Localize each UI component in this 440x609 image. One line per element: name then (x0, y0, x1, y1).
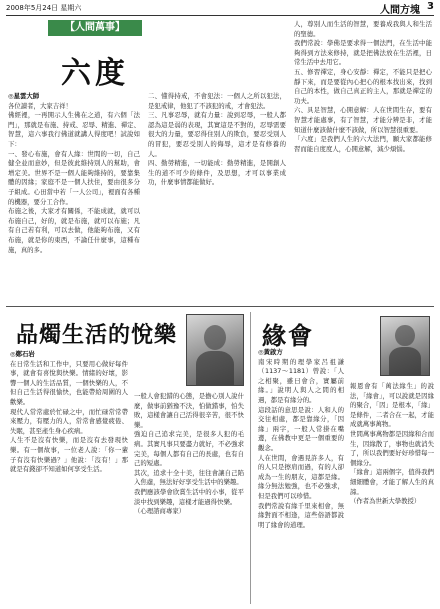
left-article-column-1 (10, 350, 128, 602)
page-number: 3 (427, 1, 434, 12)
article-title: 六度 (61, 56, 129, 91)
right-article-column-1 (258, 348, 344, 602)
author-photo-left (186, 314, 244, 386)
article-text-1: 各位讀者，大家吉祥！ 佛經裡，一再開示人生佛在之道，有六個「法門」，那就是布施、持戒、忍辱、精進、禪定、智慧，這六事我行佛道就講人得度吧！試說如下： 一、發心布施，會有人緣：世間的一切，自己健全並而意妙，但是彼此維持別人的幫助，會增定美。世界不是一個人能夠維持的，要靠集體的因緣；家庭不是一個人扶住，要由很多分子組成。心田當中若「一人公司」，裡面有各種的機器，要分工合作。 布施之後，大家才有關係，不能成就，就可以布施自己，好的，就是布施，就可以布施；凡有自己若有利，可以去做，他能夠布施，又有布施，就是你的東西，不論任什麼事，這種布施，真的多。 (8, 101, 140, 254)
right-byline: ◎黃啟方 (258, 348, 283, 356)
article-column-2: 二、懂得持戒，不會犯法：一個人之所以犯法，是犯戒律，他犯了不該犯的戒，才會犯法。 三、凡事忍辱，就有力量：說到忍辱，一般人都認為這是弱的表現，其實這是不對的，忍辱需要很大的力量，要忍得住別人的欺負，要忍受別人的冒犯，要忍受別人的侮辱，這才是有修養的人。 四、勤勞精進，一切能成：勤勞精進，是開創人生的道不可少的條件，及思想，才可以事業成功，什麼事情都能做好。 (148, 92, 286, 187)
top-article (6, 18, 434, 306)
article-byline: ◎星雲大師 (8, 92, 40, 100)
right-article-column-2: 報恩會有「萬法緣生」的說法，「緣會」，可以說就是因緣的聚合，「因」是根本，「緣」是條件，二者合在一起，才能成就萬事萬物。 世間萬事萬物都是因緣和合而生，因緣散了，事物也就消失了，所以我們要好好珍惜每一個緣分。 「緣會」這兩個字，值得我們細細體會，才能了解人生的真諦。 （作者為世新大學教授） (350, 382, 434, 506)
column-divider (250, 312, 251, 604)
author-photo-right (380, 316, 430, 376)
masthead-date: 2008年5月24日 星期六 (6, 4, 82, 12)
article-column-3: 人，尊別人而生活的智慧，要養成我與人和生活的聖德。 我們常說：學佛是要求得一個法門，在生活中能夠得到方法來修持，就是把佛法放在生活裡，日常生活中去用它。 五、修習禪定，身心安靜：禪定，不能只是把心靜下來，而是要從內心把心的根本找出來，找到自己的本性，做自己真正的主人，那就是禪定的功夫。 六、具足智慧，心開意解：人在世間生存，要有智慧才能處事，有了智慧，才能分辨是非，才能知道什麼該做什麼不該做，所以智慧很重要。 「六度」是我們人生的六大法門，願大家都能修習而能自度度人，心開意解，減少煩惱。 (294, 20, 432, 153)
left-text-1: 在日常生活和工作中，只要用心做好每件事，就會有喜悅與快樂。情緒的好壞，影響一個人的生活品質，一個快樂的人，不但自己生活得很愉快，也能帶給周圍的人歡樂。 現代人常常處於忙碌之中，而忙碌常常帶來壓力，有壓力的人，常常會感覺疲倦、失眠，甚至產生身心疾病。 人生不是沒有快樂，而是沒有去發現快樂。有一個故事，一位老人說：「你一輩子有沒有快樂過？」他說：「沒有！」那就是有錢卻不知道如何享受生活。 (10, 359, 128, 474)
masthead-section: 人間方塊 (380, 5, 420, 16)
section-divider (6, 306, 434, 307)
left-article-column-2: 一般人會犯錯的心態，是擔心別人說什麼，做事前猶豫不決，怕做錯事，怕失敗，這樣會讓自己活得很辛苦，很不快樂。 強迫自己追求完美，是很多人犯的毛病。其實凡事只要盡力就好，不必強求完美，每個人都有自己的長處，也有自己的短處。 其次，追求十全十美，往往會讓自己陷入焦慮，無法好好享受生活中的樂趣。 我們應該學會欣賞生活中的小事，從平淡中找到樂趣，這樣才能過得快樂。 （心理諮商專家） (134, 392, 244, 516)
left-byline: ◎鄭石岩 (10, 350, 35, 358)
article-column-1 (8, 92, 140, 304)
category-banner: 【人間萬事】 (48, 20, 142, 36)
masthead (6, 2, 434, 16)
right-article-title: 緣會 (262, 321, 314, 350)
left-article-title: 品燭生活的悅樂 (16, 322, 178, 348)
right-text-1: 南宋時期的理學家呂祖謙（1137～1181）曾說：「人之相聚，雖曰會合，實屬前緣。」說明人與人之間的相遇，都是有緣分的。 這段話的意思是說：人和人的交往相處，都是靠緣分，「因緣」兩字，一般人常掛在嘴邊，在佛教中更是一個重要的觀念。 人在世間，會遇見許多人，有的人只是擦肩而過，有的人卻成為一生的朋友，這都是緣。緣分無法勉強，也不必強求，但是我們可以珍惜。 我們常說有緣千里來相會，無緣對面不相逢，這些俗語都說明了緣會的道理。 (258, 357, 344, 529)
